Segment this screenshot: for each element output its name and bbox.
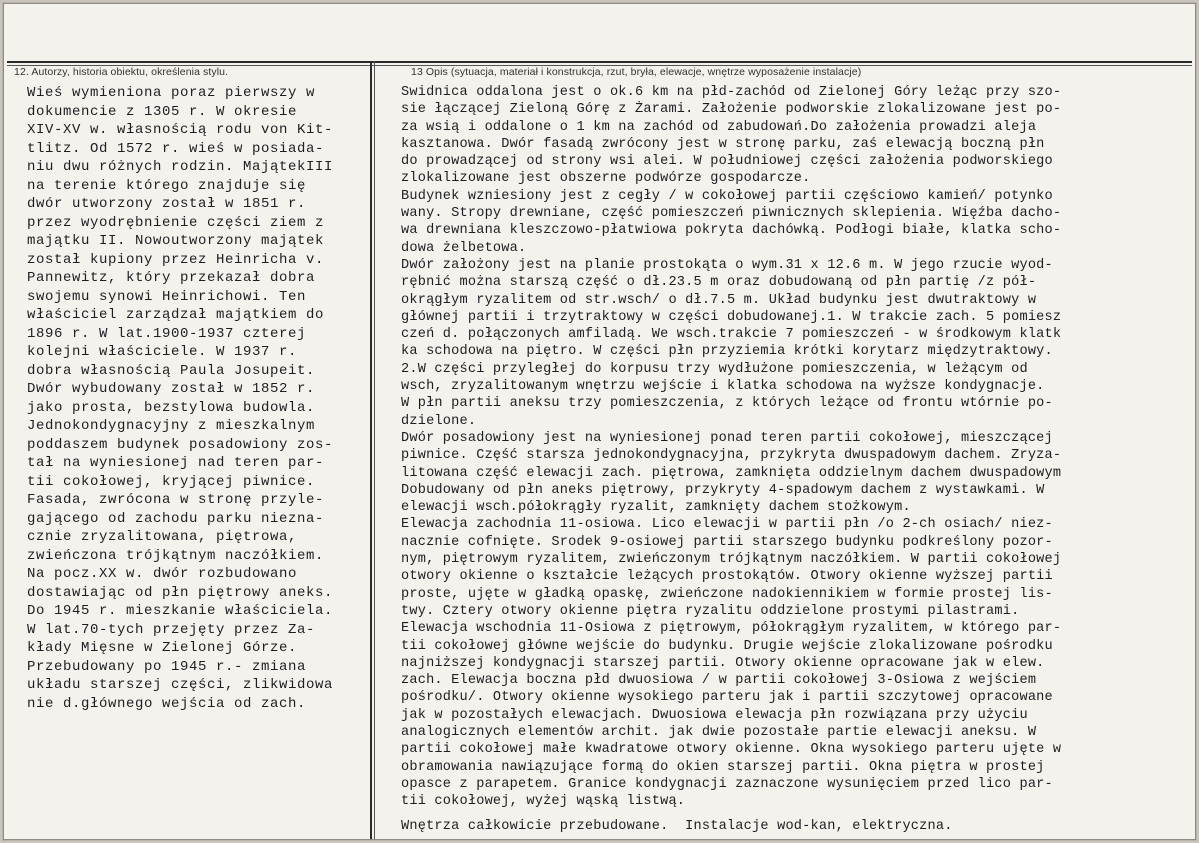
right-line: jak w pozostałych elewacjach. Dwuosiowa elewacja płn rozwiązana przy użyciu bbox=[401, 707, 1028, 723]
left-line: poddaszem budynek posadowiony zos- bbox=[27, 436, 334, 453]
right-line: Dwór posadowiony jest na wyniesionej ponad teren partii cokołowej, mieszczącej bbox=[401, 430, 1053, 446]
left-line: Pannewitz, który przekazał dobra bbox=[27, 270, 316, 286]
left-line: Na pocz.XX w. dwór rozbudowano bbox=[27, 566, 298, 582]
left-line: kolejni właściciele. W 1937 r. bbox=[27, 344, 298, 360]
right-line: najniższej kondygnacji starszej partii. Otwory okienne opracowane jak w elew. bbox=[401, 655, 1045, 671]
right-line: czeń d. połączonych amfiladą. We wsch.trakcie 7 pomieszczeń - w środkowym klatk bbox=[401, 327, 1062, 343]
left-line: swojemu synowi Heinrichowi. Ten bbox=[27, 288, 307, 305]
left-line: przez wyodrębnienie części ziem z bbox=[27, 214, 325, 231]
left-line: Wieś wymieniona poraz pierwszy w bbox=[27, 85, 316, 101]
right-line: zach. Elewacja boczna płd dwuosiowa / w partii cokołowej 3-Osiowa z wejściem bbox=[401, 673, 1037, 689]
right-line: twy. Cztery otwory okienne piętra ryzalitu oddzielone prostymi pilastrami. bbox=[401, 603, 1020, 619]
inventory-card bbox=[3, 3, 1196, 840]
left-line: Dwór wybudowany został w 1852 r. bbox=[27, 381, 316, 397]
left-line: tlitz. Od 1572 r. wieś w posiada- bbox=[27, 140, 325, 157]
right-line: piwnice. Część starsza jednokondygnacyjna, przykryta dwuspadowym dachem. Zryza- bbox=[401, 448, 1062, 464]
left-line: W lat.70-tych przejęty przez Za- bbox=[27, 621, 316, 638]
left-line: Fasada, zwrócona w stronę przyle- bbox=[27, 492, 325, 508]
left-line: układu starszej części, zlikwidowa bbox=[27, 677, 334, 693]
left-line: dokumencie z 1305 r. W okresie bbox=[27, 103, 298, 120]
right-line: Swidnica oddalona jest o ok.6 km na płd-zachód od Zielonej Góry leżąc przy szo- bbox=[401, 85, 1062, 100]
right-line: analogicznych elementów archit. jak dwie pozostałe partie elewacji aneksu. W bbox=[401, 724, 1037, 740]
right-line: ka schodowa na piętro. W części płn przyziemia krótki korytarz międzytraktowy. bbox=[401, 344, 1053, 360]
left-line: dwór utworzony został w 1851 r. bbox=[27, 196, 307, 212]
left-line: Przebudowany po 1945 r.- zmiana bbox=[27, 658, 307, 675]
left-line: niu dwu różnych rodzin. MajątekIII bbox=[27, 159, 334, 175]
right-line: okrągłym ryzalitem od str.wsch/ o dł.7.5 m. Układ budynku jest dwutraktowy w bbox=[401, 292, 1037, 308]
right-column-header: 13 Opis (sytuacja, materiał i konstrukcja, rzut, bryła, elewacje, wnętrze wyposażenie instalacje) bbox=[411, 66, 862, 78]
left-line: właściciel zarządzał majątkiem do bbox=[27, 307, 325, 323]
right-line: proste, ujęte w gładką opaskę, zwieńczone nadokiennikiem w formie prostej lis- bbox=[401, 586, 1053, 602]
left-line: dostawiając od płn piętrowy aneks. bbox=[27, 584, 334, 601]
right-line: opasce z parapetem. Granice kondygnacji zaznaczone wysunięciem przed lico par- bbox=[401, 776, 1053, 792]
history-text bbox=[27, 84, 333, 713]
left-line: na terenie którego znajduje się bbox=[27, 177, 307, 194]
right-line: tii cokołowej główne wejście do budynku. Drugie wejście zlokalizowane pośrodku bbox=[401, 638, 1053, 654]
right-line: zlokalizowane jest obszerne podwórze gospodarcze. bbox=[401, 171, 811, 187]
right-line: sie łączącej Zieloną Górę z Żarami. Założenie podworskie zlokalizowane jest po- bbox=[401, 102, 1062, 118]
right-line: Dwór założony jest na planie prostokąta o wym.31 x 12.6 m. W jego rzucie wyod- bbox=[401, 257, 1053, 273]
left-line: nie d.głównego wejścia od zach. bbox=[27, 695, 307, 712]
right-line: dzielone. bbox=[401, 413, 477, 429]
right-line: głównej partii i trzytraktowy w części dobudowanej.1. W trakcie zach. 5 pomiesz bbox=[401, 309, 1062, 325]
right-line: wa drewniana kleszczowo-płatwiowa pokryta dachówką. Podłogi białe, klatka scho- bbox=[401, 223, 1062, 239]
right-line: do prowadzącej od strony wsi alei. W południowej części założenia podworskiego bbox=[401, 154, 1053, 170]
right-line: Elewacja zachodnia 11-osiowa. Lico elewacji w partii płn /o 2-ch osiach/ niez- bbox=[401, 517, 1053, 533]
left-line: został kupiony przez Heinricha v. bbox=[27, 251, 325, 268]
right-line: pośrodku/. Otwory okienne wysokiego parteru jak i partii szczytowej opracowane bbox=[401, 690, 1053, 706]
left-line: dobra własnością Paula Josupeit. bbox=[27, 362, 316, 379]
right-line: litowana część elewacji zach. piętrowa, zamknięta oddzielnym dachem dwuspadowym bbox=[401, 465, 1062, 481]
left-line: Jednokondygnacyjny z mieszkalnym bbox=[27, 418, 316, 434]
left-line: gającego od zachodu parku niezna- bbox=[27, 510, 325, 527]
right-line: elewacji wsch.półokrągły ryzalit, zamknięty dachem stożkowym. bbox=[401, 500, 911, 516]
left-line: zwieńczona trójkątnym naczółkiem. bbox=[27, 547, 325, 564]
right-line: za wsią i oddalone o 1 km na zachód od zabudowań.Do założenia prowadzi aleja bbox=[401, 119, 1037, 135]
left-line: kłady Mięsne w Zielonej Górze. bbox=[27, 640, 298, 656]
column-divider bbox=[370, 61, 372, 839]
right-line: wany. Stropy drewniane, część pomieszczeń piwnicznych sklepienia. Więźba dacho- bbox=[401, 206, 1062, 222]
right-line: kasztanowa. Dwór fasadą zwrócony jest w stronę parku, zaś elewacją boczną płn bbox=[401, 136, 1045, 152]
right-line: tii cokołowej, wyżej wąską listwą. bbox=[401, 794, 686, 810]
right-final-line: Wnętrza całkowicie przebudowane. Instalacje wod-kan, elektryczna. bbox=[401, 819, 953, 835]
right-line: 2.W części przyległej do korpusu trzy wydłużone pomieszczenia, w leżącym od bbox=[401, 361, 1028, 377]
right-line: nym, piętrowym ryzalitem, zwieńczonym trójkątnym naczółkiem. W partii cokołowej bbox=[401, 552, 1062, 568]
paragraph-gap bbox=[401, 810, 1061, 818]
left-line: tał na wyniesionej nad teren par- bbox=[27, 455, 325, 471]
right-line: Dobudowany od płn aneks piętrowy, przykryty 4-spadowym dachem z wystawkami. W bbox=[401, 482, 1045, 498]
left-column-header: 12. Autorzy, historia obiektu, określenia stylu. bbox=[14, 66, 229, 78]
right-line: W płn partii aneksu trzy pomieszczenia, z których leżące od frontu wtórnie po- bbox=[401, 396, 1053, 412]
left-line: XIV-XV w. własnością rodu von Kit- bbox=[27, 122, 334, 138]
left-line: tii cokołowej, kryjącej piwnice. bbox=[27, 473, 316, 490]
left-line: Do 1945 r. mieszkanie właściciela. bbox=[27, 603, 334, 619]
header-rule bbox=[7, 61, 1192, 63]
right-line: Budynek wzniesiony jest z cegły / w cokołowej partii częściowo kamień/ potynko bbox=[401, 188, 1053, 204]
right-line: obramowania nawiązujące formą do okien starszej partii. Okna piętra w prostej bbox=[401, 759, 1045, 775]
right-line: Elewacja wschodnia 11-Osiowa z piętrowym, półokrągłym ryzalitem, w którego par- bbox=[401, 621, 1062, 637]
right-line: rębnić można starszą część o dł.23.5 m oraz dobudowaną od płn partię /z pół- bbox=[401, 275, 1037, 291]
right-line: otwory okienne o kształcie leżących prostokątów. Otwory okienne wyższej partii bbox=[401, 569, 1053, 585]
left-line: jako prosta, bezstylowa budowla. bbox=[27, 399, 316, 416]
left-line: majątku II. Nowoutworzony majątek bbox=[27, 233, 325, 249]
right-line: partii cokołowej małe kwadratowe otwory okienne. Okna wysokiego parteru ujęte w bbox=[401, 742, 1062, 758]
column-divider-thin bbox=[374, 61, 375, 839]
right-line: nacznie cofnięte. Srodek 9-osiowej partii starszego budynku podkreślony pozor- bbox=[401, 534, 1053, 550]
right-line: wsch, zryzalitowanym wnętrzu wejście i klatka schodowa na wyższe kondygnacje. bbox=[401, 379, 1045, 395]
right-line: dowa żelbetowa. bbox=[401, 240, 527, 256]
left-line: 1896 r. W lat.1900-1937 czterej bbox=[27, 325, 307, 342]
description-text bbox=[401, 84, 1061, 836]
left-line: cznie zryzalitowana, piętrowa, bbox=[27, 529, 298, 545]
